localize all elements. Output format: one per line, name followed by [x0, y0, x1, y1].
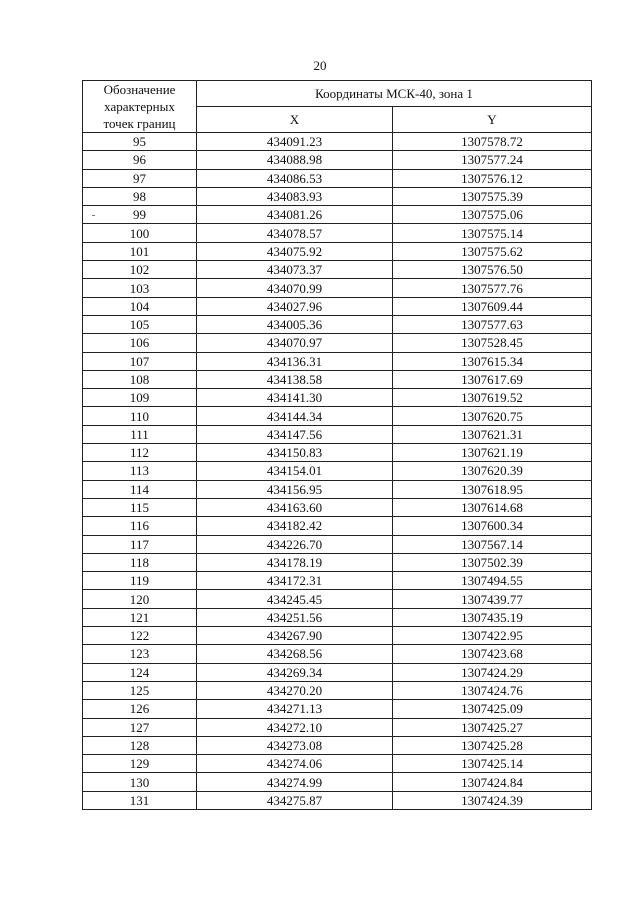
table-row: [83, 535, 592, 553]
coordinates-system-header: Координаты МСК-40, зона 1: [197, 81, 592, 107]
y-coordinate-cell: 1307424.76: [393, 681, 592, 699]
table-row: [83, 315, 592, 333]
x-coordinate-cell: 434138.58: [197, 370, 393, 388]
x-coordinate-cell: 434141.30: [197, 389, 393, 407]
y-coordinate-cell: 1307576.50: [393, 261, 592, 279]
point-id-cell: 113: [83, 462, 197, 480]
table-row: [83, 242, 592, 260]
point-label-header-line: характерных: [104, 99, 175, 114]
table-row: [83, 133, 592, 151]
y-coordinate-cell: 1307575.39: [393, 187, 592, 205]
table-row: [83, 517, 592, 535]
table-row: [83, 480, 592, 498]
x-coordinate-cell: 434154.01: [197, 462, 393, 480]
x-coordinate-cell: 434226.70: [197, 535, 393, 553]
column-header-x: X: [197, 107, 393, 133]
table-row: [83, 791, 592, 809]
y-coordinate-cell: 1307502.39: [393, 553, 592, 571]
y-coordinate-cell: 1307614.68: [393, 498, 592, 516]
point-id-cell: 98: [83, 187, 197, 205]
x-coordinate-cell: 434182.42: [197, 517, 393, 535]
x-coordinate-cell: 434251.56: [197, 608, 393, 626]
table-row: [83, 206, 592, 224]
x-coordinate-cell: 434078.57: [197, 224, 393, 242]
y-coordinate-cell: 1307577.24: [393, 151, 592, 169]
y-coordinate-cell: 1307425.27: [393, 718, 592, 736]
point-id-cell: 129: [83, 755, 197, 773]
table-row: [83, 169, 592, 187]
table-row: [83, 498, 592, 516]
y-coordinate-cell: 1307439.77: [393, 590, 592, 608]
point-id-cell: 122: [83, 627, 197, 645]
table-header-row: [83, 81, 592, 107]
y-coordinate-cell: 1307618.95: [393, 480, 592, 498]
table-row: [83, 755, 592, 773]
point-id-cell: 114: [83, 480, 197, 498]
table-row: [83, 407, 592, 425]
table-row: [83, 736, 592, 754]
table-row: [83, 444, 592, 462]
point-id-cell: 131: [83, 791, 197, 809]
point-id-cell: 99: [83, 206, 197, 224]
page-number: 20: [313, 58, 327, 73]
y-coordinate-cell: 1307600.34: [393, 517, 592, 535]
x-coordinate-cell: 434027.96: [197, 297, 393, 315]
x-coordinate-cell: 434156.95: [197, 480, 393, 498]
y-coordinate-cell: 1307494.55: [393, 572, 592, 590]
table-row: [83, 553, 592, 571]
x-coordinate-cell: 434136.31: [197, 352, 393, 370]
x-coordinate-cell: 434274.06: [197, 755, 393, 773]
x-coordinate-cell: 434088.98: [197, 151, 393, 169]
y-coordinate-cell: 1307575.06: [393, 206, 592, 224]
point-id-cell: 120: [83, 590, 197, 608]
point-id-cell: 121: [83, 608, 197, 626]
table-row: [83, 718, 592, 736]
x-coordinate-cell: 434075.92: [197, 242, 393, 260]
table-row: [83, 700, 592, 718]
point-id-cell: 106: [83, 334, 197, 352]
y-coordinate-cell: 1307578.72: [393, 133, 592, 151]
point-id-cell: 111: [83, 425, 197, 443]
x-coordinate-cell: 434273.08: [197, 736, 393, 754]
table-row: [83, 370, 592, 388]
table-row: [83, 151, 592, 169]
x-coordinate-cell: 434070.97: [197, 334, 393, 352]
y-coordinate-cell: 1307423.68: [393, 645, 592, 663]
point-id-cell: 124: [83, 663, 197, 681]
point-id-cell: 104: [83, 297, 197, 315]
x-coordinate-cell: 434163.60: [197, 498, 393, 516]
point-label-header-line: Обозначение: [103, 82, 176, 97]
x-coordinate-cell: 434091.23: [197, 133, 393, 151]
point-id-cell: 109: [83, 389, 197, 407]
point-id-cell: 118: [83, 553, 197, 571]
x-coordinate-cell: 434070.99: [197, 279, 393, 297]
table-row: [83, 352, 592, 370]
y-coordinate-cell: 1307424.29: [393, 663, 592, 681]
x-coordinate-cell: 434144.34: [197, 407, 393, 425]
table-row: [83, 279, 592, 297]
point-id-cell: 96: [83, 151, 197, 169]
y-coordinate-cell: 1307619.52: [393, 389, 592, 407]
y-coordinate-cell: 1307528.45: [393, 334, 592, 352]
y-coordinate-cell: 1307577.63: [393, 315, 592, 333]
y-coordinate-cell: 1307576.12: [393, 169, 592, 187]
x-coordinate-cell: 434269.34: [197, 663, 393, 681]
y-coordinate-cell: 1307424.84: [393, 773, 592, 791]
table-row: [83, 572, 592, 590]
point-id-cell: 102: [83, 261, 197, 279]
point-id-cell: 107: [83, 352, 197, 370]
x-coordinate-cell: 434270.20: [197, 681, 393, 699]
x-coordinate-cell: 434073.37: [197, 261, 393, 279]
y-coordinate-cell: 1307435.19: [393, 608, 592, 626]
point-id-cell: 108: [83, 370, 197, 388]
point-id-cell: 127: [83, 718, 197, 736]
y-coordinate-cell: 1307621.19: [393, 444, 592, 462]
x-coordinate-cell: 434172.31: [197, 572, 393, 590]
table-row: [83, 773, 592, 791]
point-id-cell: 128: [83, 736, 197, 754]
table-row: [83, 627, 592, 645]
table-row: [83, 297, 592, 315]
x-coordinate-cell: 434147.56: [197, 425, 393, 443]
x-coordinate-cell: 434275.87: [197, 791, 393, 809]
x-coordinate-cell: 434267.90: [197, 627, 393, 645]
y-coordinate-cell: 1307424.39: [393, 791, 592, 809]
table-row: [83, 590, 592, 608]
coordinates-table: [82, 80, 592, 810]
x-coordinate-cell: 434005.36: [197, 315, 393, 333]
point-id-cell: 97: [83, 169, 197, 187]
point-id-cell: 100: [83, 224, 197, 242]
table-row: [83, 681, 592, 699]
point-label-header-line: точек границ: [103, 116, 176, 131]
x-coordinate-cell: 434083.93: [197, 187, 393, 205]
x-coordinate-cell: 434245.45: [197, 590, 393, 608]
x-coordinate-cell: 434274.99: [197, 773, 393, 791]
table-row: [83, 334, 592, 352]
y-coordinate-cell: 1307425.28: [393, 736, 592, 754]
x-coordinate-cell: 434081.26: [197, 206, 393, 224]
point-id-cell: 95: [83, 133, 197, 151]
point-id-cell: 126: [83, 700, 197, 718]
x-coordinate-cell: 434150.83: [197, 444, 393, 462]
point-id-cell: 115: [83, 498, 197, 516]
x-coordinate-cell: 434271.13: [197, 700, 393, 718]
x-coordinate-cell: 434272.10: [197, 718, 393, 736]
y-coordinate-cell: 1307425.14: [393, 755, 592, 773]
point-id-cell: 123: [83, 645, 197, 663]
point-id-cell: 130: [83, 773, 197, 791]
table-body: [83, 133, 592, 810]
y-coordinate-cell: 1307620.75: [393, 407, 592, 425]
x-coordinate-cell: 434268.56: [197, 645, 393, 663]
y-coordinate-cell: 1307422.95: [393, 627, 592, 645]
table-row: [83, 187, 592, 205]
point-id-cell: 117: [83, 535, 197, 553]
y-coordinate-cell: 1307425.09: [393, 700, 592, 718]
table-row: [83, 224, 592, 242]
table-row: [83, 645, 592, 663]
y-coordinate-cell: 1307567.14: [393, 535, 592, 553]
point-label-header: [83, 81, 197, 133]
table-row: [83, 608, 592, 626]
point-id-cell: 105: [83, 315, 197, 333]
y-coordinate-cell: 1307577.76: [393, 279, 592, 297]
table-row: [83, 389, 592, 407]
y-coordinate-cell: 1307609.44: [393, 297, 592, 315]
point-id-cell: 125: [83, 681, 197, 699]
point-id-cell: 116: [83, 517, 197, 535]
y-coordinate-cell: 1307621.31: [393, 425, 592, 443]
point-id-cell: 101: [83, 242, 197, 260]
point-id-cell: 119: [83, 572, 197, 590]
y-coordinate-cell: 1307575.14: [393, 224, 592, 242]
y-coordinate-cell: 1307617.69: [393, 370, 592, 388]
y-coordinate-cell: 1307620.39: [393, 462, 592, 480]
point-id-cell: 112: [83, 444, 197, 462]
table-row: [83, 425, 592, 443]
table-row: [83, 663, 592, 681]
table-row: [83, 462, 592, 480]
x-coordinate-cell: 434178.19: [197, 553, 393, 571]
column-header-y: Y: [393, 107, 592, 133]
point-id-cell: 110: [83, 407, 197, 425]
x-coordinate-cell: 434086.53: [197, 169, 393, 187]
y-coordinate-cell: 1307575.62: [393, 242, 592, 260]
point-id-cell: 103: [83, 279, 197, 297]
y-coordinate-cell: 1307615.34: [393, 352, 592, 370]
table-row: [83, 261, 592, 279]
